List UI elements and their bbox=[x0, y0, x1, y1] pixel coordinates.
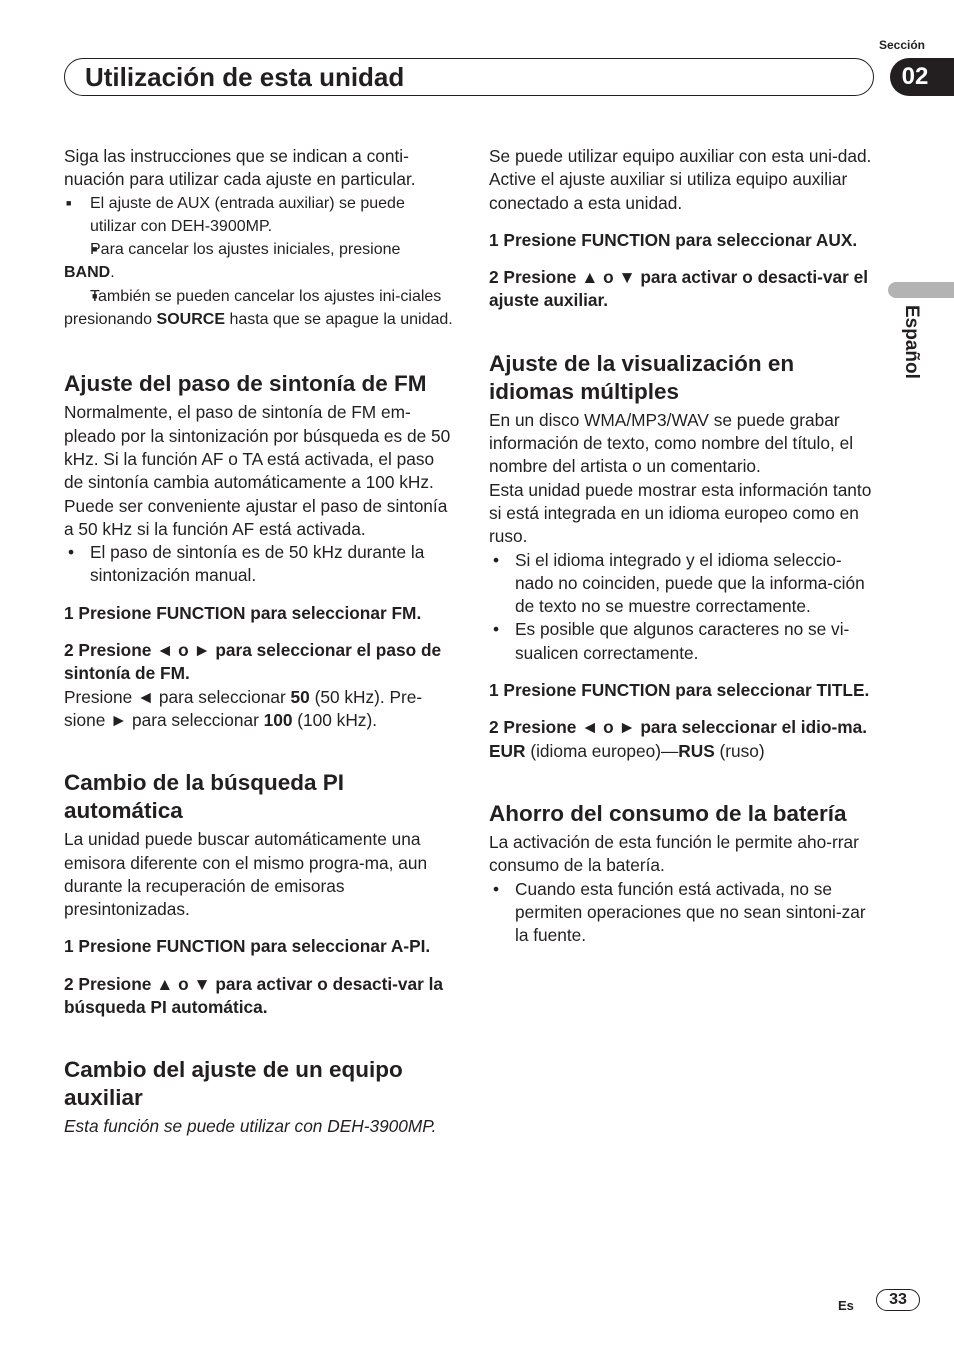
heading-pi-search: Cambio de la búsqueda PI automática bbox=[64, 770, 345, 824]
language-side-tab bbox=[896, 305, 922, 395]
fm-step-2: 2 Presione ◄ o ► para seleccionar el paso de sintonía de FM. bbox=[64, 640, 442, 684]
battery-body: La activación de esta función le permite aho-rrar consumo de la batería. bbox=[489, 831, 859, 876]
heading-aux: Cambio del ajuste de un equipo auxiliar bbox=[64, 1057, 403, 1111]
aux-step-2: 2 Presione ▲ o ▼ para activar o desacti-var el ajuste auxiliar. bbox=[489, 267, 869, 311]
pi-step-2: 2 Presione ▲ o ▼ para activar o desacti-var la búsqueda PI automática. bbox=[64, 973, 444, 1018]
fm-bullet: • El paso de sintonía es de 50 kHz durante la sintonización manual. bbox=[64, 541, 454, 588]
note-cancel-source-tail: hasta que se apague la unidad. bbox=[229, 311, 453, 329]
heading-fm-step: Ajuste del paso de sintonía de FM bbox=[64, 371, 427, 397]
aux-step-1: 1 Presione FUNCTION para seleccionar AUX. bbox=[489, 229, 858, 250]
note-band-key: BAND bbox=[64, 264, 111, 282]
lang-options bbox=[489, 740, 879, 763]
page-title: Utilización de esta unidad bbox=[64, 58, 874, 96]
option-eur-desc: (idioma europeo)— bbox=[530, 740, 679, 761]
pi-step-1: 1 Presione FUNCTION para seleccionar A-PI. bbox=[64, 936, 431, 957]
note-aux: ■ El ajuste de AUX (entrada auxiliar) se puede utilizar con DEH-3900MP. bbox=[64, 192, 454, 239]
left-column bbox=[64, 145, 454, 1139]
option-rus: RUS bbox=[678, 740, 715, 761]
note-cancel-band-text: Para cancelar los ajustes iniciales, presione bbox=[90, 241, 401, 259]
heading-multilanguage: Ajuste de la visualización en idiomas múltiples bbox=[489, 350, 795, 404]
option-rus-desc: (ruso) bbox=[719, 740, 765, 761]
language-tab-marker bbox=[888, 282, 954, 298]
note-cancel-source bbox=[64, 285, 454, 332]
lang-step-2: 2 Presione ◄ o ► para seleccionar el idio-ma. bbox=[489, 717, 868, 738]
section-label: Sección bbox=[878, 38, 926, 52]
lang-step-1: 1 Presione FUNCTION para seleccionar TITLE. bbox=[489, 680, 870, 701]
fm-detail-c: (50 kHz). Pre-sione ► para seleccionar bbox=[64, 686, 423, 730]
right-column bbox=[489, 145, 879, 947]
pi-body: La unidad puede buscar automáticamente una emisora diferente con el mismo progra-ma, aun durante la recuperación de emisoras presintonizadas. bbox=[64, 829, 428, 920]
option-eur: EUR bbox=[489, 740, 526, 761]
intro-text: Siga las instrucciones que se indican a conti-nuación para utilizar cada ajuste en particular. bbox=[64, 146, 416, 190]
fm-value-50: 50 bbox=[290, 686, 310, 707]
section-number-badge: 02 bbox=[890, 58, 954, 96]
aux-body: Se puede utilizar equipo auxiliar con esta uni-dad. Active el ajuste auxiliar si utiliza equipo auxiliar conectado a esta unidad. bbox=[489, 146, 872, 213]
fm-value-100: 100 bbox=[263, 709, 293, 730]
aux-model-note: Esta función se puede utilizar con DEH-3900MP. bbox=[64, 1116, 437, 1137]
fm-step-2-detail bbox=[64, 686, 454, 733]
fm-step-1: 1 Presione FUNCTION para seleccionar FM. bbox=[64, 602, 422, 623]
footer-language: Es bbox=[838, 1298, 854, 1313]
heading-battery: Ahorro del consumo de la batería bbox=[489, 800, 847, 826]
page-number: 33 bbox=[876, 1289, 920, 1311]
lang-body-1: En un disco WMA/MP3/WAV se puede grabar información de texto, como nombre del título, el nombre del artista o un comentario. bbox=[489, 409, 854, 477]
lang-bullet-2: • Es posible que algunos caracteres no se vi-sualicen correctamente. bbox=[489, 618, 879, 665]
note-source-key: SOURCE bbox=[156, 311, 225, 329]
language-side-label: Español bbox=[901, 305, 922, 379]
lang-bullet-1: • Si el idioma integrado y el idioma seleccio-nado no coinciden, puede que la informa-ción de texto no se muestre correctamente. bbox=[489, 549, 879, 619]
lang-body-2: Esta unidad puede mostrar esta información tanto si está integrada en un idioma europeo como en ruso. bbox=[489, 479, 872, 547]
fm-detail-d: (100 kHz). bbox=[297, 709, 378, 730]
note-cancel-source-text: También se pueden cancelar los ajustes ini-ciales presionando bbox=[64, 287, 442, 329]
fm-body: Normalmente, el paso de sintonía de FM em-pleado por la sintonización por búsqueda es de 50 kHz. Si la función AF o TA está activada, el paso de sintonía cambia automáticamente a 100 kHz. Puede ser conveniente ajustar el paso de sintonía a 50 kHz si la función AF está activada. bbox=[64, 402, 451, 539]
fm-detail-a: Presione ◄ para seleccionar bbox=[64, 686, 286, 707]
battery-bullet: • Cuando esta función está activada, no se permiten operaciones que no sean sintoni-zar la fuente. bbox=[489, 878, 879, 948]
note-cancel-band: ■ Para cancelar los ajustes iniciales, presione BAND. bbox=[64, 238, 454, 285]
